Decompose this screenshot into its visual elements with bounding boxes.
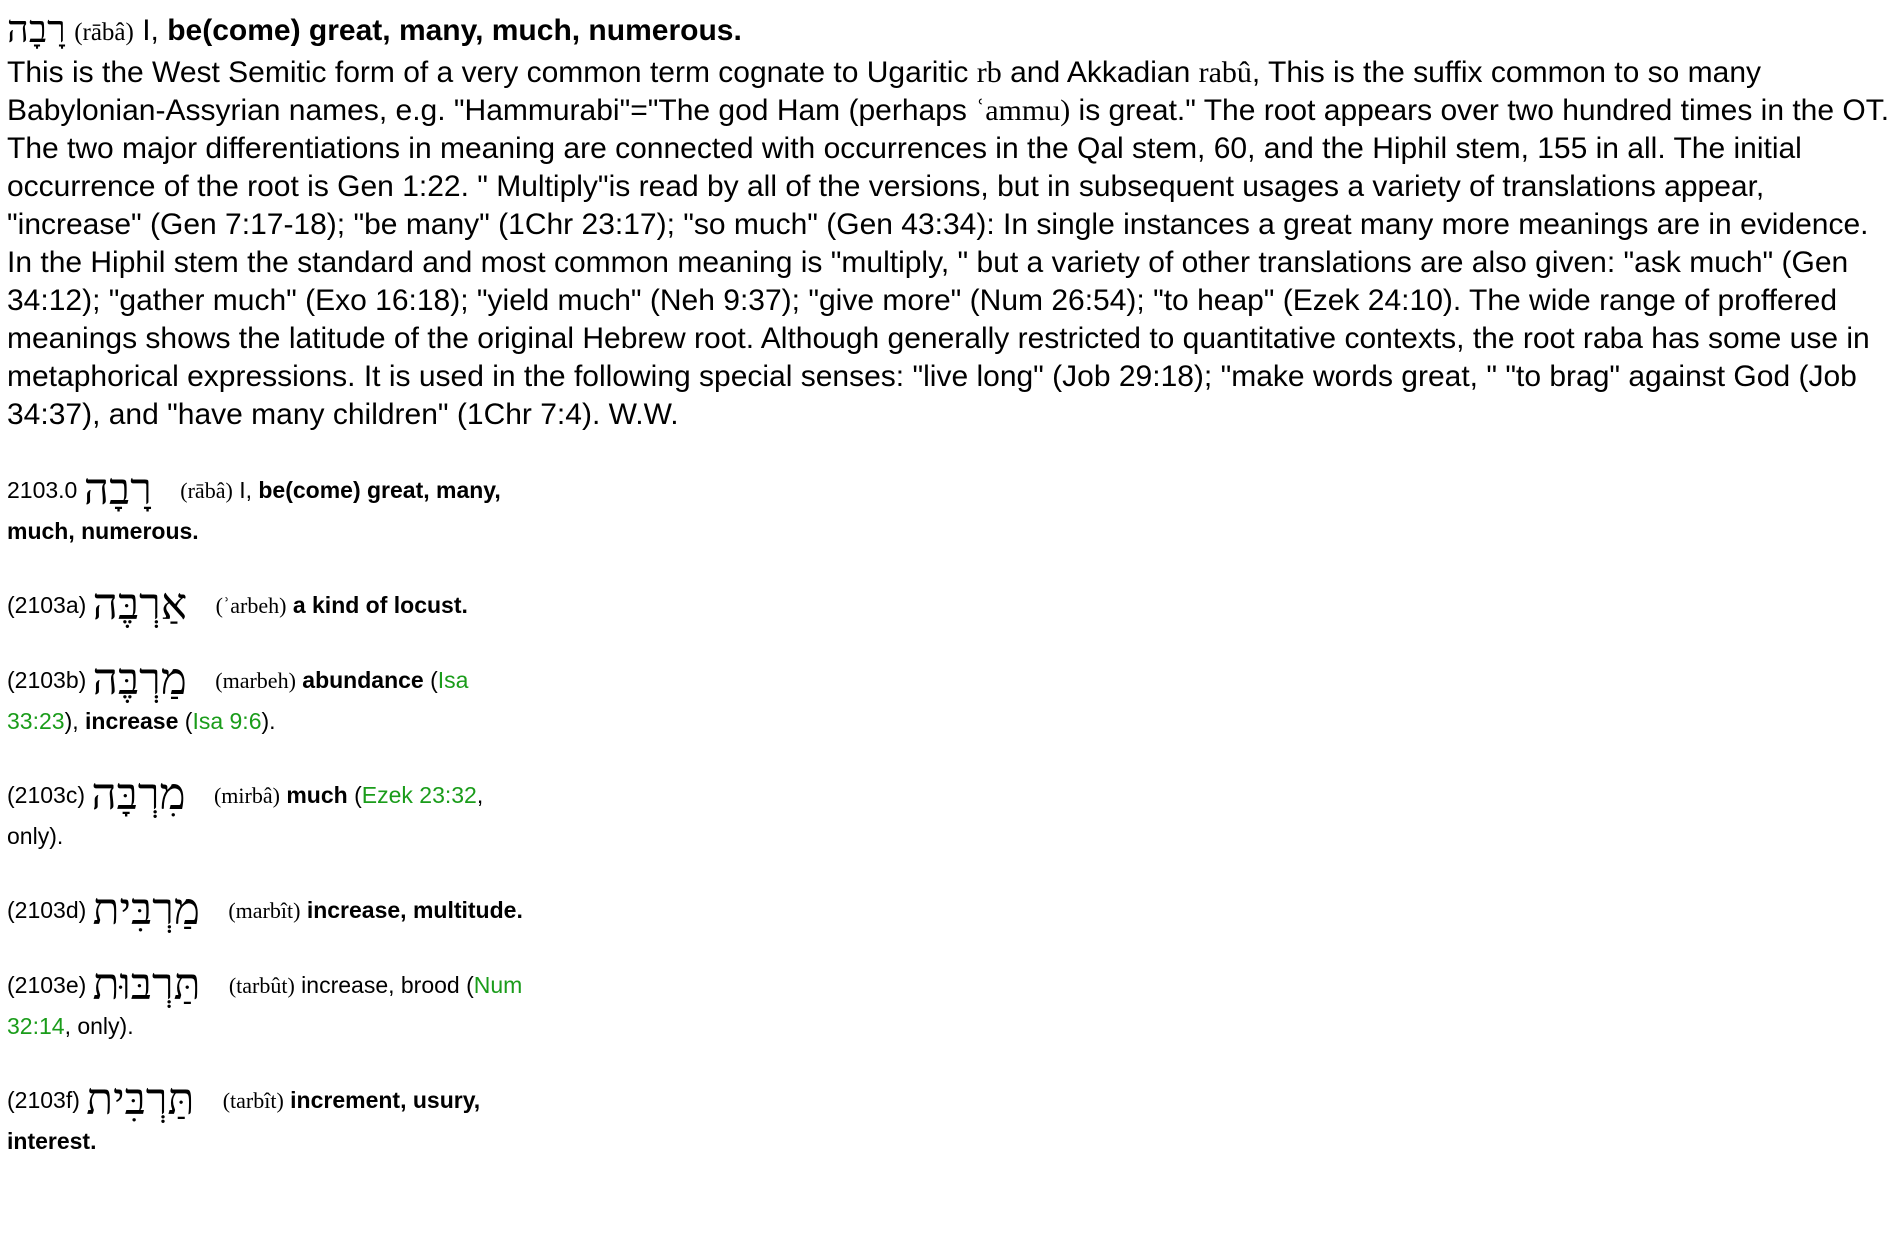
entry-number: (2103c) — [7, 782, 85, 808]
paren-close: , only). — [64, 1013, 134, 1039]
paragraph-text: , This is the suffix common to so many Babylonian-Assyrian names, e.g. "Hammurabi"="The god Ham (perhaps — [7, 56, 1761, 127]
transliteration: (tarbût) — [228, 973, 295, 998]
hebrew-word: מַרְבֶּה — [92, 654, 187, 705]
entry-heading — [7, 0, 1897, 54]
hebrew-word: מַרְבִּית — [92, 884, 200, 935]
entry-number: (2103a) — [7, 592, 87, 618]
entry-2103b — [7, 654, 527, 741]
paren-close: , only). — [7, 782, 484, 849]
scripture-link[interactable]: Isa 33:23 — [7, 667, 469, 734]
entry-gloss: increment, usury, interest. — [7, 1087, 481, 1154]
entry-2103d — [7, 884, 527, 935]
entry-2103e — [7, 959, 527, 1046]
cognate-akkadian: rabû — [1198, 56, 1252, 89]
entry-gloss: increase — [85, 708, 179, 734]
entry-gloss: increase, brood ( — [301, 972, 474, 998]
scripture-link[interactable]: Ezek 23:32 — [361, 782, 477, 808]
transliteration: (marbît) — [228, 898, 301, 923]
hebrew-word: תַּרְבּוּת — [92, 959, 201, 1010]
homonym-numeral: I, — [142, 14, 159, 47]
transliteration: (ʾarbeh) — [215, 593, 287, 618]
paren-open: ( — [178, 708, 193, 734]
entry-gloss: a kind of locust. — [292, 592, 468, 618]
entry-number: 2103.0 — [7, 477, 78, 503]
entry-2103f — [7, 1074, 527, 1161]
entry-gloss: abundance — [302, 667, 424, 693]
paren-open: ( — [423, 667, 438, 693]
lexicon-page — [7, 0, 1897, 1195]
entry-gloss: be(come) great, many, much, numerous. — [7, 477, 501, 544]
entry-2103c — [7, 769, 527, 856]
entry-gloss: increase, multitude. — [306, 897, 523, 923]
cognate-ugaritic: rb — [976, 56, 1002, 89]
scripture-link[interactable]: Num 32:14 — [7, 972, 523, 1039]
hebrew-word: תַּרְבִּית — [86, 1074, 195, 1125]
paragraph-text: is great." The root appears over two hundred times in the OT. The two major differentiations in meaning are connected with occurrences in the Qal stem, 60, and the Hiphil stem, 155 in all. The initial occurrence of the root is Gen 1:22. " Multiply"is read by all of the versions, but in subsequent usages a variety of translations appear, "increase" (Gen 7:17-18); "be many" (1Chr 23:17); "so much" (Gen 43:34): In single instances a great many more meanings are in evidence. In the Hiphil stem the standard and most common meaning is "multiply, " but a variety of other translations are also given: "ask much" (Gen 34:12); "gather much" (Exo 16:18); "yield much" (Neh 9:37); "give more" (Num 26:54); "to heap" (Ezek 24:10). The wide range of proffered meanings shows the latitude of the original Hebrew root. Although generally restricted to quantitative contexts, the root raba has some use in metaphorical expressions. It is used in the following special senses: "live long" (Job 29:18); "make words great, " "to brag" against God (Job 34:37), and "have many children" (1Chr 7:4). W.W. — [7, 94, 1890, 431]
entry-gloss: much — [286, 782, 348, 808]
hebrew-headword: רָבָה — [7, 7, 66, 51]
heading-gloss: be(come) great, many, much, numerous. — [167, 14, 742, 47]
entry-2103a — [7, 579, 527, 630]
entry-number: (2103d) — [7, 897, 87, 923]
paragraph-text: and Akkadian — [1001, 56, 1199, 89]
paragraph-text: This is the West Semitic form of a very common term cognate to Ugaritic — [7, 56, 977, 89]
transliteration: (tarbît) — [222, 1088, 284, 1113]
article-paragraph — [7, 54, 1897, 434]
entry-number: (2103b) — [7, 667, 87, 693]
paren-close: ), — [64, 708, 79, 734]
paren-open: ( — [347, 782, 362, 808]
homonym-numeral: I, — [239, 477, 252, 503]
transliteration: (mirbâ) — [213, 783, 280, 808]
entry-2103-0 — [7, 464, 527, 551]
derivative-entries — [7, 464, 1897, 1161]
transliteration: (rābâ) — [180, 478, 233, 503]
hebrew-word: רָבָה — [83, 464, 152, 515]
entry-number: (2103f) — [7, 1087, 80, 1113]
hebrew-word: אַרְבֶּה — [92, 579, 188, 630]
hebrew-word: מִרְבָּה — [91, 769, 186, 820]
cognate-ammu: ʿammu) — [975, 94, 1071, 127]
entry-number: (2103e) — [7, 972, 87, 998]
transliteration: (marbeh) — [215, 668, 296, 693]
paren-close: ). — [261, 708, 276, 734]
scripture-link[interactable]: Isa 9:6 — [192, 708, 262, 734]
transliteration: (rābâ) — [74, 19, 134, 46]
